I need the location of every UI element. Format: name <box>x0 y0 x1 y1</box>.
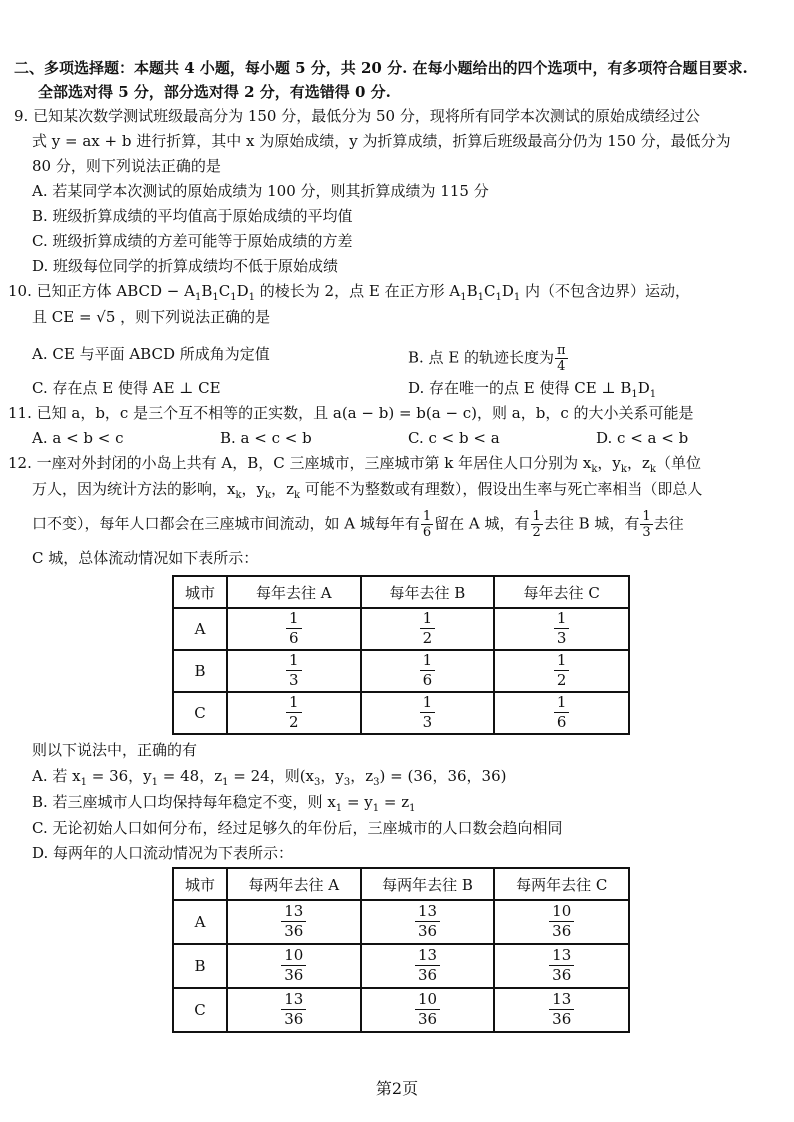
scoring-rule: 全部选对得 5 分，部分选对得 2 分，有选错得 0 分. <box>38 83 391 101</box>
table-cell: $\frac{1}{3}$ <box>361 692 495 734</box>
table-row <box>173 692 629 734</box>
table-header: 每两年去往 B <box>361 868 495 900</box>
row-city: A <box>173 608 227 650</box>
q12-stem-3: 口不变），每年人口都会在三座城市间流动，如 A 城每年有 $\frac{1}{6}$ 留在 A 城，有 $\frac{1}{2}$ 去往 B 城，有 $\frac{1}{3}$ 去往 <box>32 509 684 540</box>
table-row <box>173 650 629 692</box>
table-cell: $\frac{10}{36}$ <box>227 944 361 988</box>
table-cell: $\frac{1}{3}$ <box>227 650 361 692</box>
q12-stem-1: 12. 一座对外封闭的小岛上共有 A，B，C 三座城市，三座城市第 k 年居住人口分别为 $x_k$，$y_k$，$z_k$（单位 <box>8 454 701 475</box>
table-cell: $\frac{13}{36}$ <box>227 900 361 944</box>
table-cell: $\frac{10}{36}$ <box>494 900 629 944</box>
table-row <box>173 988 629 1032</box>
table-header: 每年去往 A <box>227 576 361 608</box>
q10-option-c: C. 存在点 E 使得 AE ⊥ CE <box>32 379 221 397</box>
table-header: 每年去往 C <box>494 576 629 608</box>
table-cell: $\frac{1}{3}$ <box>494 608 629 650</box>
q12-option-a: A. 若 $x_1 = 36$，$y_1 = 48$，$z_1 = 24$，则($x_3$，$y_3$，$z_3) = (36$，36，36) <box>32 767 507 788</box>
q10-option-a: A. CE 与平面 ABCD 所成角为定值 <box>32 345 270 363</box>
table-cell: $\frac{1}{2}$ <box>361 608 495 650</box>
q9-option-b: B. 班级折算成绩的平均值高于原始成绩的平均值 <box>32 207 353 225</box>
table-cell: $\frac{13}{36}$ <box>227 988 361 1032</box>
q11-option-b: B. a < c < b <box>220 429 312 447</box>
table-cell: $\frac{13}{36}$ <box>494 944 629 988</box>
fraction-one-sixth: $\frac{1}{6}$ <box>422 509 432 540</box>
q9-option-c: C. 班级折算成绩的方差可能等于原始成绩的方差 <box>32 232 353 250</box>
q12-option-d: D. 每两年的人口流动情况为下表所示： <box>32 844 294 862</box>
q12-option-c: C. 无论初始人口如何分布，经过足够久的年份后，三座城市的人口数会趋向相同 <box>32 819 563 837</box>
q10-option-d: D. 存在唯一的点 E 使得 CE ⊥ $B_1D_1$ <box>408 379 657 400</box>
q10-stem-1: 10. 已知正方体 ABCD − $A_1B_1C_1D_1$ 的棱长为 2，点 E 在正方形 $A_1B_1C_1D_1$ 内（不包含边界）运动， <box>8 282 691 303</box>
row-city: B <box>173 944 227 988</box>
table-row <box>173 608 629 650</box>
row-city: C <box>173 692 227 734</box>
page-number: 第2页 <box>375 1079 419 1098</box>
flow-table-yearly <box>172 575 630 735</box>
q11-stem: 11. 已知 a，b，c 是三个互不相等的正实数，且 a(a − b) = b(a − c)，则 a，b，c 的大小关系可能是 <box>8 404 694 422</box>
q11-option-d: D. c < a < b <box>596 429 689 447</box>
q12-option-b: B. 若三座城市人口均保持每年稳定不变，则 $x_1 = y_1 = z_1$ <box>32 793 416 814</box>
table-cell: $\frac{1}{2}$ <box>227 692 361 734</box>
row-city: B <box>173 650 227 692</box>
table-header: 每两年去往 C <box>494 868 629 900</box>
q9-option-d: D. 班级每位同学的折算成绩均不低于原始成绩 <box>32 257 339 275</box>
flow-table-biennial <box>172 867 630 1033</box>
q9-stem-1: 9. 已知某次数学测试班级最高分为 150 分，最低分为 50 分，现将所有同学本次测试的原始成绩经过公 <box>14 107 700 125</box>
pi-over-4-fraction: $\frac{\pi}{4}$ <box>557 343 566 374</box>
q11-option-a: A. a < b < c <box>32 429 124 447</box>
table-cell: $\frac{1}{6}$ <box>227 608 361 650</box>
table-header: 每两年去往 A <box>227 868 361 900</box>
row-city: A <box>173 900 227 944</box>
table-cell: $\frac{13}{36}$ <box>361 900 495 944</box>
table-cell: $\frac{10}{36}$ <box>361 988 495 1032</box>
table-cell: $\frac{1}{6}$ <box>494 692 629 734</box>
section-header: 二、多项选择题：本题共 4 小题，每小题 5 分，共 20 分. 在每小题给出的四个选项中，有多项符合题目要求. <box>14 59 748 77</box>
table-row <box>173 944 629 988</box>
table-header: 城市 <box>173 868 227 900</box>
q12-prompt: 则以下说法中，正确的有 <box>32 741 198 759</box>
q9-stem-3: 80 分，则下列说法正确的是 <box>32 157 221 175</box>
q10-option-b: B. 点 E 的轨迹长度为 $\frac{\pi}{4}$ <box>408 343 566 374</box>
table-header: 城市 <box>173 576 227 608</box>
table-cell: $\frac{1}{6}$ <box>361 650 495 692</box>
table-row <box>173 900 629 944</box>
fraction-one-half: $\frac{1}{2}$ <box>532 509 541 540</box>
q9-stem-2: 式 y = ax + b 进行折算，其中 x 为原始成绩，y 为折算成绩，折算后班级最高分仍为 150 分，最低分为 <box>32 132 731 150</box>
table-cell: $\frac{13}{36}$ <box>494 988 629 1032</box>
q12-stem-4: C 城，总体流动情况如下表所示： <box>32 549 259 567</box>
table-cell: $\frac{13}{36}$ <box>361 944 495 988</box>
fraction-one-third: $\frac{1}{3}$ <box>642 509 651 540</box>
q11-option-c: C. c < b < a <box>408 429 500 447</box>
table-header: 每年去往 B <box>361 576 495 608</box>
table-cell: $\frac{1}{2}$ <box>494 650 629 692</box>
q10-stem-2: 且 CE = √5 ，则下列说法正确的是 <box>32 308 271 326</box>
row-city: C <box>173 988 227 1032</box>
q12-stem-2: 万人，因为统计方法的影响，$x_k$，$y_k$，$z_k$ 可能不为整数或有理数），假设出生率与死亡率相当（即总人 <box>32 480 703 501</box>
q9-option-a: A. 若某同学本次测试的原始成绩为 100 分，则其折算成绩为 115 分 <box>32 182 489 200</box>
